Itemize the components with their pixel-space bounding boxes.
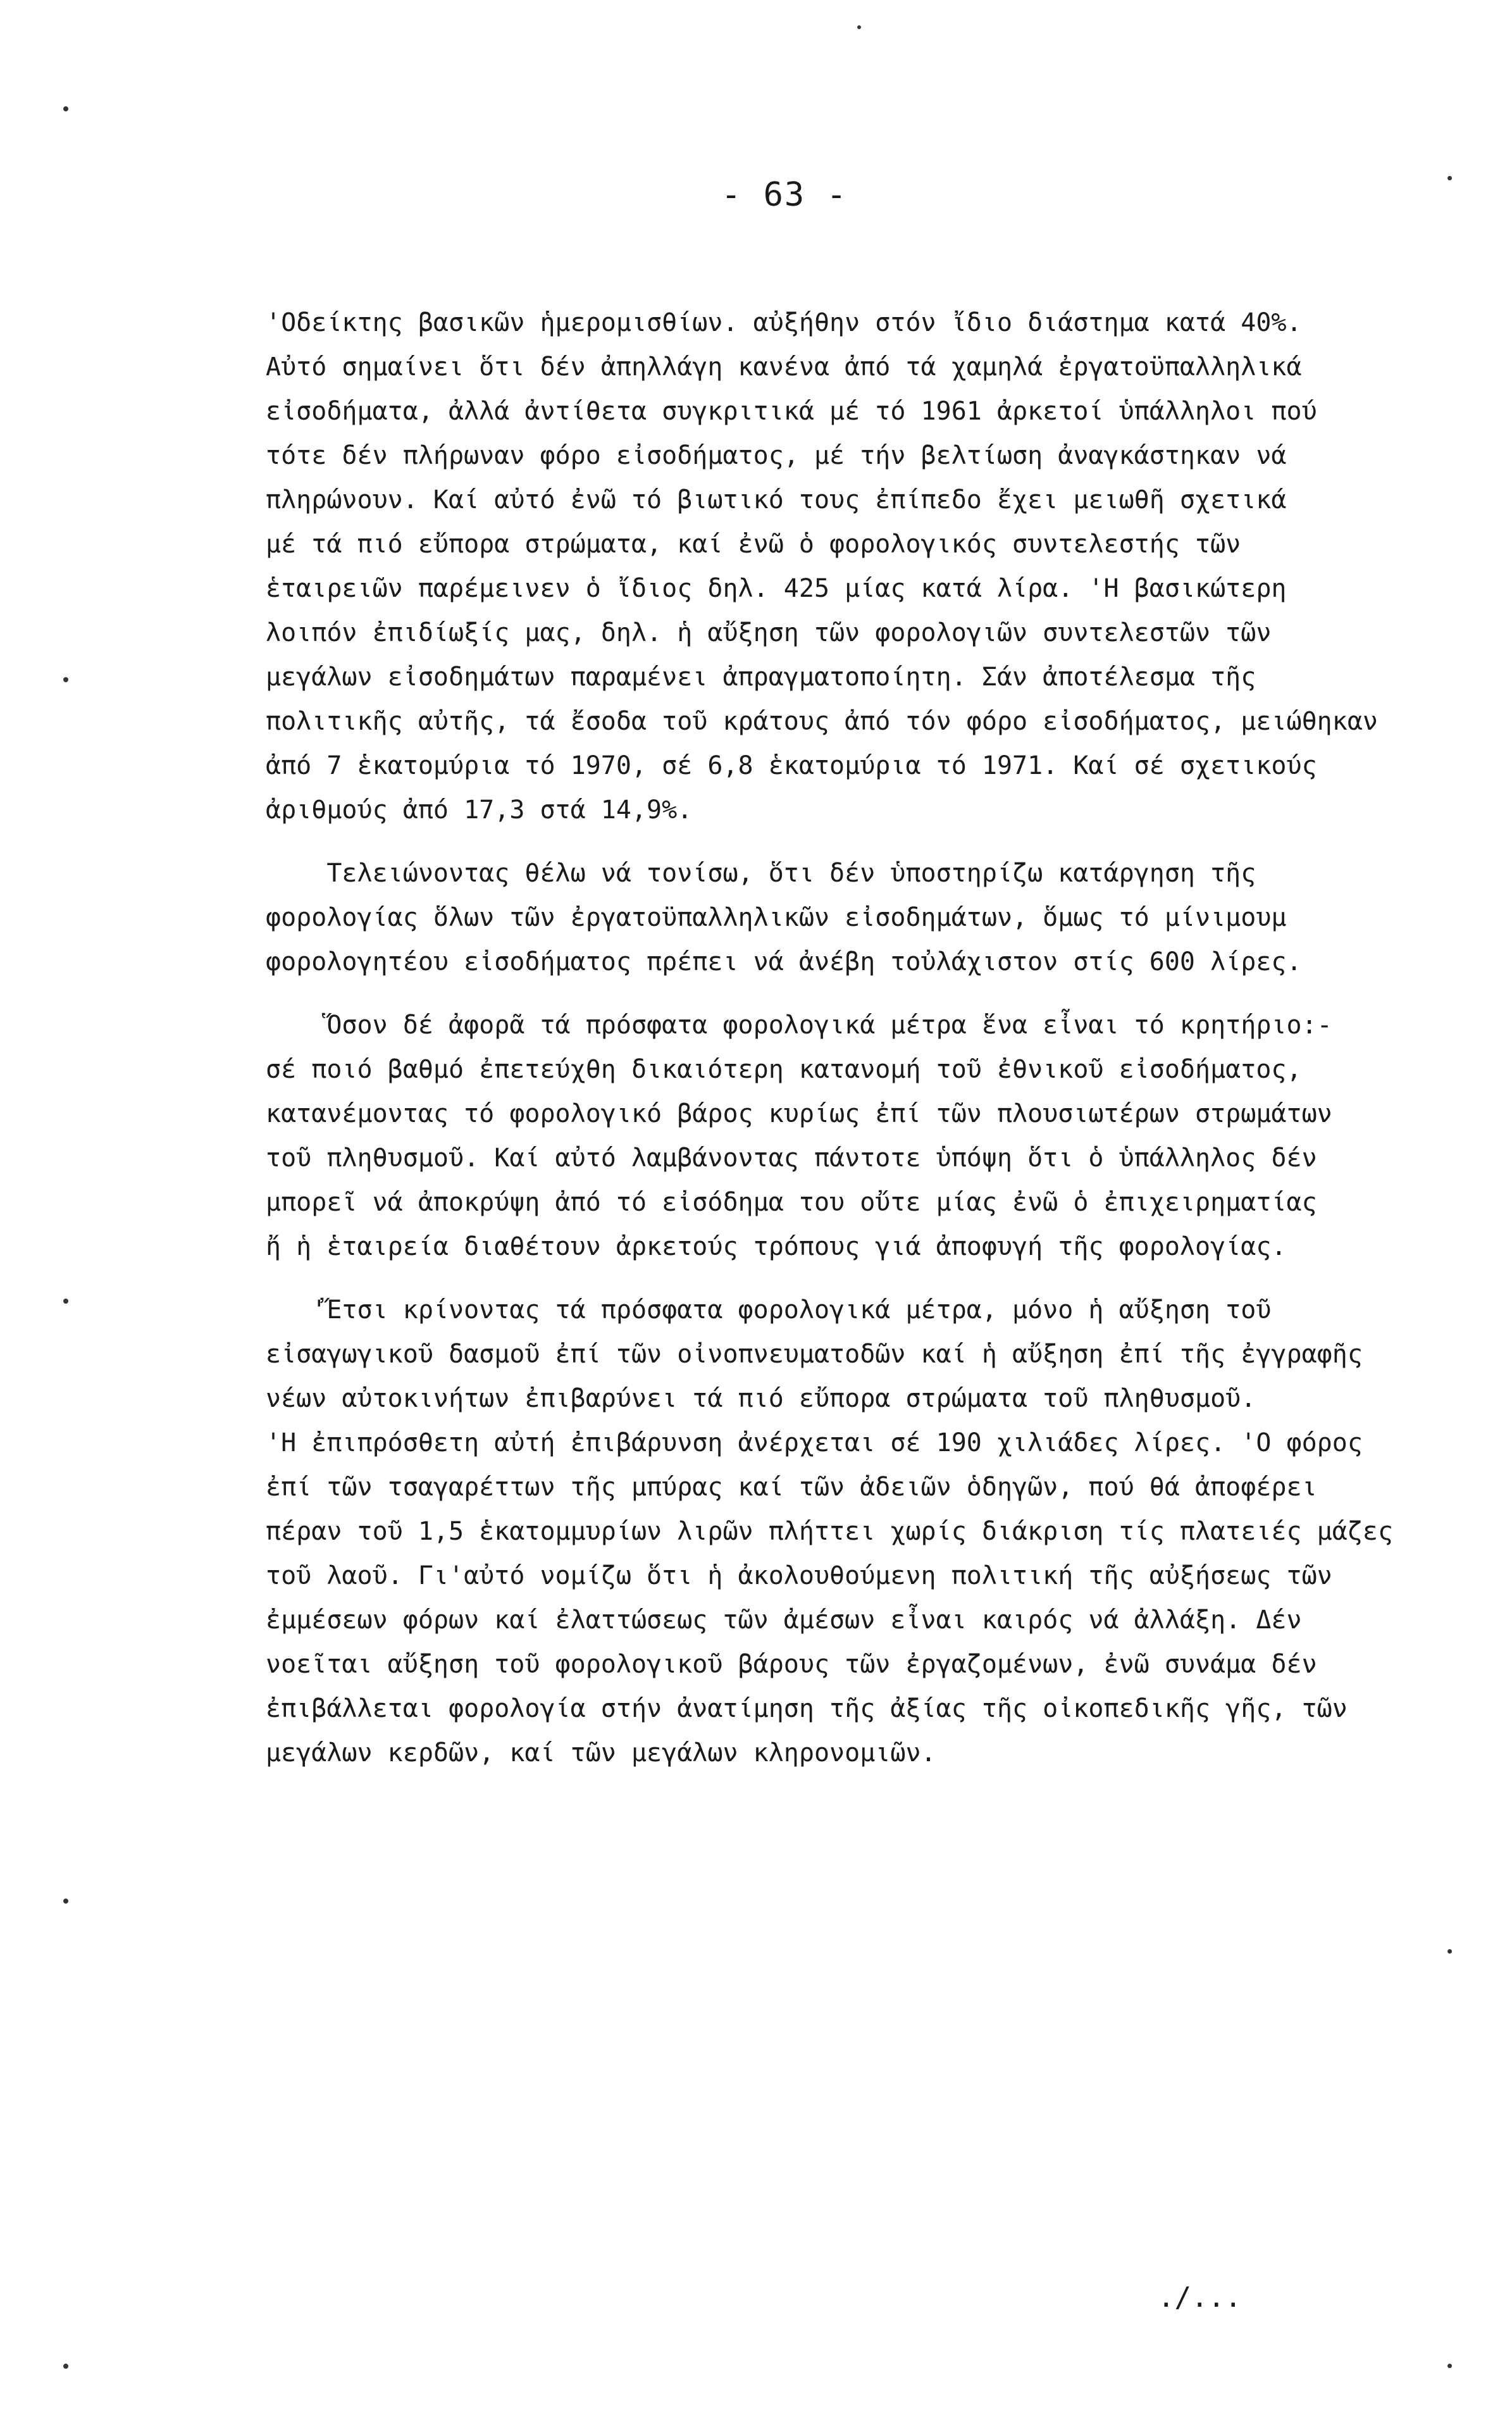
- text-line: μπορεῖ νά ἀποκρύψη ἀπό τό εἰσόδημα του οὔτε μίας ἐνῶ ὁ ἐπιχειρηματίας: [266, 1188, 1317, 1217]
- scan-speck: [1447, 176, 1452, 180]
- text-line: πολιτικῆς αὐτῆς, τά ἔσοδα τοῦ κράτους ἀπό τόν φόρο εἰσοδήματος, μειώθηκαν: [266, 707, 1378, 736]
- text-line: κατανέμοντας τό φορολογικό βάρος κυρίως ἐπί τῶν πλουσιωτέρων στρωμάτων: [266, 1099, 1332, 1128]
- text-line: τότε δέν πλήρωναν φόρο εἰσοδήματος, μέ τήν βελτίωση ἀναγκάστηκαν νά: [266, 441, 1287, 470]
- scan-speck: [1447, 2364, 1452, 2368]
- text-line: ἐπιβάλλεται φορολογία στήν ἀνατίμηση τῆς ἀξίας τῆς οἰκοπεδικῆς γῆς, τῶν: [266, 1694, 1348, 1723]
- scan-speck: [63, 1299, 68, 1304]
- text-line: ἐπί τῶν τσαγαρέττων τῆς μπύρας καί τῶν ἀδειῶν ὁδηγῶν, πού θά ἀποφέρει: [266, 1473, 1317, 1502]
- text-line: 'Η ἐπιπρόσθετη αὐτή ἐπιβάρυνση ἀνέρχεται σέ 190 χιλιάδες λίρες. 'Ο φόρος: [266, 1428, 1363, 1457]
- text-line: φορολογίας ὅλων τῶν ἐργατοϋπαλληλικῶν εἰσοδημάτων, ὅμως τό μίνιμουμ: [266, 903, 1287, 932]
- text-line: μέ τά πιό εὔπορα στρώματα, καί ἐνῶ ὁ φορολογικός συντελεστής τῶν: [266, 530, 1241, 559]
- text-line: εἰσοδήματα, ἀλλά ἀντίθετα συγκριτικά μέ τό 1961 ἀρκετοί ὑπάλληλοι πού: [266, 397, 1317, 426]
- text-line: νοεῖται αὔξηση τοῦ φορολογικοῦ βάρους τῶν ἐργαζομένων, ἐνῶ συνάμα δέν: [266, 1650, 1317, 1679]
- text-line: Αὐτό σημαίνει ὅτι δέν ἀπηλλάγη κανένα ἀπό τά χαμηλά ἐργατοϋπαλληλικά: [266, 352, 1302, 382]
- text-line: ἑταιρειῶν παρέμεινεν ὁ ἴδιος δηλ. 425 μίας κατά λίρα. 'Η βασικώτερη: [266, 574, 1287, 603]
- page-number: - 63 -: [721, 176, 848, 214]
- scan-speck: [857, 25, 861, 29]
- text-line: τοῦ πληθυσμοῦ. Καί αὐτό λαμβάνοντας πάντοτε ὑπόψη ὅτι ὁ ὑπάλληλος δέν: [266, 1144, 1317, 1173]
- text-line: λοιπόν ἐπιδίωξίς μας, δηλ. ἡ αὔξηση τῶν φορολογιῶν συντελεστῶν τῶν: [266, 618, 1272, 647]
- text-line: σέ ποιό βαθμό ἐπετεύχθη δικαιότερη κατανομή τοῦ ἐθνικοῦ εἰσοδήματος,: [266, 1055, 1302, 1084]
- text-line: ἐμμέσεων φόρων καί ἐλαττώσεως τῶν ἀμέσων εἶναι καιρός νά ἀλλάξη. Δέν: [266, 1606, 1302, 1635]
- text-line: ἀπό 7 ἑκατομύρια τό 1970, σέ 6,8 ἑκατομύρια τό 1971. Καί σέ σχετικούς: [266, 751, 1317, 780]
- scan-speck: [63, 677, 68, 682]
- text-line: Ὅσον δέ ἀφορᾶ τά πρόσφατα φορολογικά μέτρα ἕνα εἶναι τό κρητήριο:-: [266, 1011, 1332, 1040]
- scan-speck: [63, 2364, 68, 2369]
- continuation-mark: ./...: [1158, 2281, 1242, 2314]
- text-line: φορολογητέου εἰσοδήματος πρέπει νά ἀνέβη τοὐλάχιστον στίς 600 λίρες.: [266, 947, 1302, 976]
- scan-speck: [1447, 1949, 1452, 1954]
- text-line: μεγάλων κερδῶν, καί τῶν μεγάλων κληρονομιῶν.: [266, 1738, 936, 1768]
- text-line: νέων αὐτοκινήτων ἐπιβαρύνει τά πιό εὔπορα στρώματα τοῦ πληθυσμοῦ.: [266, 1384, 1256, 1413]
- text-line: τοῦ λαοῦ. Γι'αὐτό νομίζω ὅτι ἡ ἀκολουθούμενη πολιτική τῆς αὐξήσεως τῶν: [266, 1561, 1332, 1590]
- text-line: 'Οδείκτης βασικῶν ἡμερομισθίων. αὐξήθην στόν ἴδιο διάστημα κατά 40%.: [266, 308, 1302, 337]
- text-line: μεγάλων εἰσοδημάτων παραμένει ἀπραγματοποίητη. Σάν ἀποτέλεσμα τῆς: [266, 663, 1256, 692]
- text-line: εἰσαγωγικοῦ δασμοῦ ἐπί τῶν οἰνοπνευματοδῶν καί ἡ αὔξηση ἐπί τῆς ἐγγραφῆς: [266, 1340, 1363, 1369]
- text-line: πληρώνουν. Καί αὐτό ἐνῶ τό βιωτικό τους ἐπίπεδο ἔχει μειωθῆ σχετικά: [266, 485, 1287, 515]
- text-line: ἀριθμούς ἀπό 17,3 στά 14,9%.: [266, 795, 693, 825]
- text-line: Τελειώνοντας θέλω νά τονίσω, ὅτι δέν ὑποστηρίζω κατάργηση τῆς: [266, 859, 1256, 888]
- text-line: πέραν τοῦ 1,5 ἑκατομμυρίων λιρῶν πλήττει χωρίς διάκριση τίς πλατειές μάζες: [266, 1517, 1394, 1546]
- scan-speck: [63, 1899, 68, 1904]
- text-line: ἤ ἡ ἑταιρεία διαθέτουν ἀρκετούς τρόπους γιά ἀποφυγή τῆς φορολογίας.: [266, 1232, 1287, 1261]
- scan-speck: [63, 106, 68, 111]
- text-line: 'Ἔτσι κρίνοντας τά πρόσφατα φορολογικά μέτρα, μόνο ἡ αὔξηση τοῦ: [266, 1295, 1272, 1325]
